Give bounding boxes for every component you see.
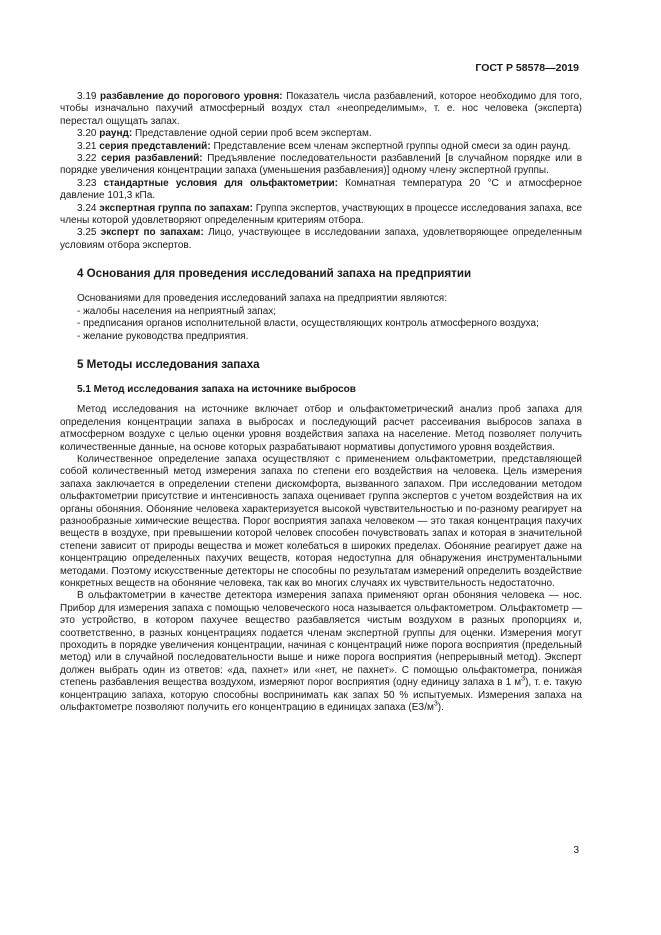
definition-term: стандартные условия для ольфактометрии:: [103, 177, 338, 189]
definition-item: [60, 128, 582, 140]
definition-text: Лицо, участвующее в исследовании запаха, удовлетворяющее определенным условиям отбора экспертов.: [60, 227, 582, 251]
section-5-heading: 5 Методы исследования запаха: [77, 357, 260, 371]
list-item: - предписания органов исполнительной власти, осуществляющих контроль атмосферного воздуха;: [77, 318, 539, 330]
definition-item: [60, 178, 582, 203]
definition-term: серия разбавлений:: [101, 153, 203, 165]
definition-item: [60, 227, 582, 252]
definition-term: экспертная группа по запахам:: [99, 202, 253, 214]
definition-text: Представление одной серии проб всем экспертам.: [134, 128, 372, 140]
definition-text: Комнатная температура 20 °С и атмосферное давление 101,3 кПа.: [60, 177, 583, 202]
definition-item: [60, 153, 582, 178]
section-4-list: [60, 306, 582, 343]
list-item: - желание руководства предприятия.: [77, 330, 249, 342]
paragraph-text: ).: [437, 702, 444, 714]
definition-item: [60, 141, 582, 153]
definition-term: серия представлений:: [99, 140, 211, 152]
definition-number: 3.23: [77, 177, 97, 189]
paragraph-text: ), т. е. такую концентрацию запаха, которую способны воспринимать как запах 50 % испытуемых. Измерения запаха на ольфактометре позволяют получить его концентрацию в единицах запаха (ЕЗ/м: [60, 677, 582, 714]
superscript: 3: [433, 700, 438, 708]
paragraph: Метод исследования на источнике включает отбор и ольфактометрический анализ проб запаха для определения концентрации запаха в выбросах и последующий расчет рассеивания выбросов запаха в атмосферном воздухе с целью оценки уровня воздействия запаха на население. Метод позволяет получить количественные данные, на основе которых разрабатывают нормативы допустимого уровня воздействия.: [60, 404, 582, 453]
list-item: - жалобы населения на неприятный запах;: [77, 305, 277, 317]
definition-term: разбавление до порогового уровня:: [100, 91, 283, 102]
section-4-intro: Основаниями для проведения исследований запаха на предприятии являются:: [77, 293, 447, 305]
definition-number: 3.22: [77, 153, 97, 165]
definition-number: 3.19: [77, 91, 97, 102]
superscript: 3: [521, 675, 526, 683]
definition-text: Предъявление последовательности разбавлений [в случайном порядке или в порядке увеличения концентрации запаха (уменьшения разбавления)] одному члену экспертной группы.: [60, 153, 583, 177]
subsection-5-1-heading: 5.1 Метод исследования запаха на источнике выбросов: [77, 383, 356, 395]
definition-text: Показатель числа разбавлений, которое необходимо для того, чтобы изначально пахучий атмосферный воздух стал «неопределимым», т. е. нос человека (эксперта) перестал ощущать запах.: [60, 91, 582, 127]
document-id: ГОСТ Р 58578—2019: [475, 62, 579, 74]
definition-term: раунд:: [99, 128, 133, 140]
paragraph: [60, 590, 582, 714]
definition-number: 3.21: [77, 140, 97, 152]
definition-number: 3.20: [77, 128, 97, 140]
paragraph-text: В ольфактометрии в качестве детектора измерения запаха применяют орган обоняния человека — нос. Прибор для измерения запаха с помощью человеческого носа называется ольфактометром. Ольфактометр — это устройство, в котором пахучее вещество разбавляется чистым воздухом в разных пропорциях и, соответственно, в разных концентрациях подается членам экспертной группы для оценки. Измерения могут проходить в порядке увеличения концентрации, начиная с концентраций ниже порога восприятия (предельный метод) или в случайной последовательности выше и ниже порога восприятия (непрерывный метод). Эксперт должен выбрать один из ответов: «да, пахнет» или «нет, не пахнет». С помощью ольфактометра, понижая степень разбавления вещества воздухом, измеряют порог восприятия (одну единицу запаха в 1 м: [60, 590, 582, 689]
section-4-heading: 4 Основания для проведения исследований запаха на предприятии: [77, 267, 472, 281]
paragraph: Количественное определение запаха осуществляют с применением ольфактометрии, представляющей собой количественный метод измерения запаха по степени его воздействия на человека. Цель измерения запаха заключается в определении степени дискомфорта, вызванного запахом. При исследовании методом ольфактометрии присутствие и интенсивность запаха оценивает группа экспертов с учетом воздействия на их органы обоняния. Обоняние человека характеризуется высокой чувствительностью и по-разному реагирует на разнообразные химические вещества. Порог восприятия запаха человеком — это такая концентрация пахучих веществ в воздухе, при превышении которой человек способен почувствовать запах и которая в значительной степени зависит от природы вещества и может колебаться в широких пределах. Обоняние реагирует даже на концентрацию определенных пахучих веществ, которая недоступна для обнаружения инструментальными методами. Поэтому искусственные детекторы не способны по результатам измерений определить воздействие конкретных веществ на обоняние человека, так как во многих случаях их чувствительность недостаточно.: [60, 453, 582, 589]
definition-number: 3.25: [77, 227, 97, 239]
definition-number: 3.24: [77, 202, 97, 214]
definition-item: [60, 203, 582, 228]
definition-text: Группа экспертов, участвующих в процессе исследования запаха, все члены которой удовлетворяют определенным критериям отбора.: [60, 202, 582, 227]
definition-text: Представление всем членам экспертной группы одной смеси за один раунд.: [213, 140, 571, 152]
definition-term: эксперт по запахам:: [100, 227, 204, 239]
definitions-list: [60, 91, 582, 252]
page-number: 3: [573, 845, 579, 856]
definition-item: [60, 91, 582, 128]
page-content: [60, 91, 582, 714]
